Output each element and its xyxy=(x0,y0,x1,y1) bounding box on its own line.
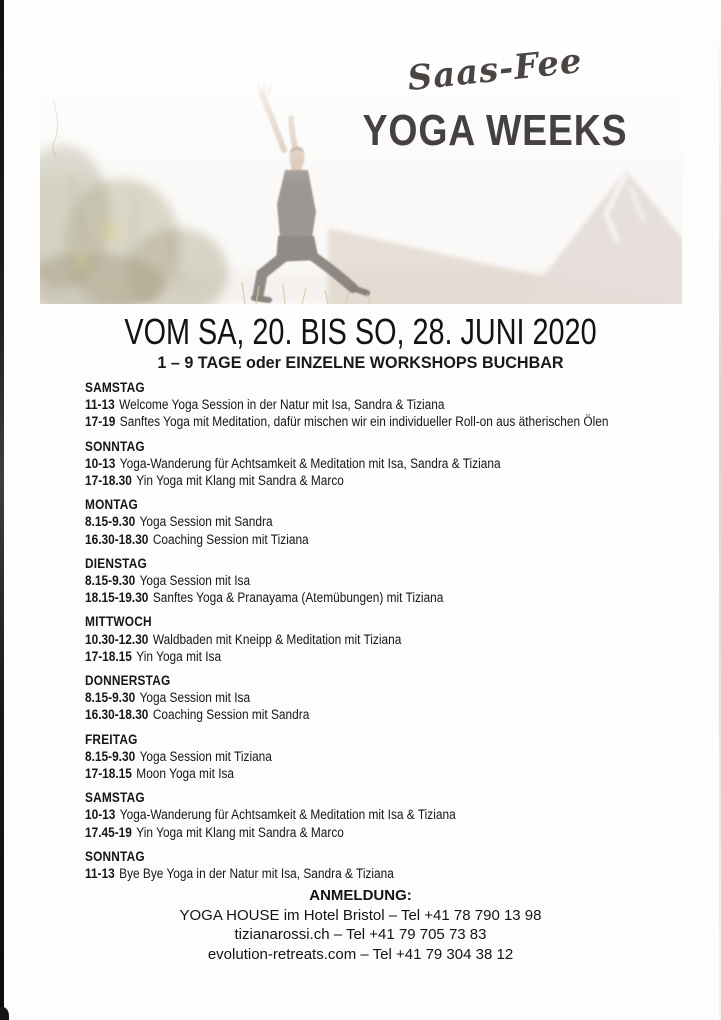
day-name: FREITAG xyxy=(85,731,138,747)
entry-time: 17-19 xyxy=(85,414,116,430)
entry-text: Yin Yoga mit Klang mit Sandra & Marco xyxy=(136,824,344,840)
footer-contact-evolution-retreats: evolution-retreats.com – Tel +41 79 304 38 12 xyxy=(207,945,514,963)
schedule-entry xyxy=(85,765,648,782)
entry-time: 8.15-9.30 xyxy=(85,748,136,764)
entry-text: Yoga Session mit Sandra xyxy=(139,514,273,530)
entry-text: Yoga-Wanderung für Achtsamkeit & Meditation mit Isa & Tiziana xyxy=(119,807,456,823)
brand-script-title: Saas-Fee xyxy=(405,40,585,100)
entry-text: Yoga Session mit Tiziana xyxy=(139,748,272,764)
schedule-entry xyxy=(85,396,648,413)
entry-text: Sanftes Yoga mit Meditation, dafür mischen wir ein individueller Roll-on aus ätherischen Ölen xyxy=(119,414,609,430)
day-name: SAMSTAG xyxy=(85,380,145,395)
event-dates-title: VOM SA, 20. BIS SO, 28. JUNI 2020 xyxy=(124,311,597,352)
day-name: SONNTAG xyxy=(85,848,145,864)
schedule-entry xyxy=(85,531,648,548)
schedule-entry xyxy=(85,455,648,472)
entry-time: 11-13 xyxy=(85,866,115,882)
day-block-samstag-2 xyxy=(85,789,648,841)
entry-time: 17-18.15 xyxy=(85,766,132,782)
brand-main-title: YOGA WEEKS xyxy=(362,106,628,155)
day-block-freitag xyxy=(85,731,648,783)
day-block-mittwoch xyxy=(85,613,648,665)
entry-time: 11-13 xyxy=(85,397,115,413)
entry-time: 16.30-18.30 xyxy=(85,531,149,547)
day-block-sonntag-2 xyxy=(85,848,648,882)
schedule-entry xyxy=(85,865,648,882)
schedule-entry xyxy=(85,472,648,489)
day-block-montag xyxy=(85,496,648,548)
scan-edge-artifact-left xyxy=(0,0,4,1020)
registration-footer xyxy=(0,886,721,964)
day-name: MITTWOCH xyxy=(85,614,152,630)
schedule-entry xyxy=(85,706,648,723)
schedule-entry xyxy=(85,806,648,823)
entry-text: Coaching Session mit Tiziana xyxy=(152,531,309,547)
entry-time: 10-13 xyxy=(85,807,116,823)
entry-time: 8.15-9.30 xyxy=(85,573,136,589)
yoga-photo-illustration xyxy=(40,46,682,304)
entry-time: 17-18.15 xyxy=(85,648,132,664)
entry-time: 18.15-19.30 xyxy=(85,590,149,606)
day-name: SONNTAG xyxy=(85,438,145,454)
schedule-entry xyxy=(85,631,648,648)
schedule-entry xyxy=(85,648,648,665)
entry-text: Moon Yoga mit Isa xyxy=(136,766,235,782)
entry-text: Sanftes Yoga & Pranayama (Atemübungen) mit Tiziana xyxy=(152,590,444,606)
entry-text: Yoga Session mit Isa xyxy=(139,573,251,589)
schedule-entry xyxy=(85,748,648,765)
entry-text: Waldbaden mit Kneipp & Meditation mit Tiziana xyxy=(152,631,402,647)
entry-text: Yoga Session mit Isa xyxy=(139,690,251,706)
entry-time: 16.30-18.30 xyxy=(85,707,149,723)
entry-time: 17-18.30 xyxy=(85,473,132,489)
day-name: DONNERSTAG xyxy=(85,673,171,689)
scan-corner-artifact xyxy=(0,1007,9,1020)
entry-text: Yoga-Wanderung für Achtsamkeit & Meditation mit Isa, Sandra & Tiziana xyxy=(119,455,501,471)
entry-time: 17.45-19 xyxy=(85,824,132,840)
day-name: MONTAG xyxy=(85,497,138,513)
schedule-entry xyxy=(85,589,648,606)
booking-subtitle: 1 – 9 TAGE oder EINZELNE WORKSHOPS BUCHBAR xyxy=(157,353,564,372)
footer-contact-hotel: YOGA HOUSE im Hotel Bristol – Tel +41 78 790 13 98 xyxy=(179,906,542,924)
entry-time: 8.15-9.30 xyxy=(85,690,136,706)
entry-text: Welcome Yoga Session in der Natur mit Isa, Sandra & Tiziana xyxy=(119,397,445,413)
schedule-entry xyxy=(85,413,648,430)
day-block-sonntag-1 xyxy=(85,438,648,490)
schedule-entry xyxy=(85,689,648,706)
schedule-entry xyxy=(85,513,648,530)
entry-time: 10.30-12.30 xyxy=(85,631,149,647)
footer-heading: ANMELDUNG: xyxy=(309,887,412,904)
day-block-dienstag xyxy=(85,555,648,607)
schedule-entry xyxy=(85,572,648,589)
footer-contact-tizianarossi: tizianarossi.ch – Tel +41 79 705 73 83 xyxy=(234,926,487,943)
entry-text: Bye Bye Yoga in der Natur mit Isa, Sandra & Tiziana xyxy=(119,866,394,882)
schedule-entry xyxy=(85,824,648,841)
weekly-schedule xyxy=(85,379,648,889)
entry-text: Yin Yoga mit Klang mit Sandra & Marco xyxy=(136,473,344,489)
entry-time: 8.15-9.30 xyxy=(85,514,136,530)
day-name: DIENSTAG xyxy=(85,555,147,571)
entry-text: Yin Yoga mit Isa xyxy=(136,648,222,664)
day-name: SAMSTAG xyxy=(85,790,145,806)
entry-time: 10-13 xyxy=(85,455,116,471)
yoga-pose-photo xyxy=(40,46,682,304)
day-block-samstag-1 xyxy=(85,379,648,431)
entry-text: Coaching Session mit Sandra xyxy=(152,707,310,723)
day-block-donnerstag xyxy=(85,672,648,724)
